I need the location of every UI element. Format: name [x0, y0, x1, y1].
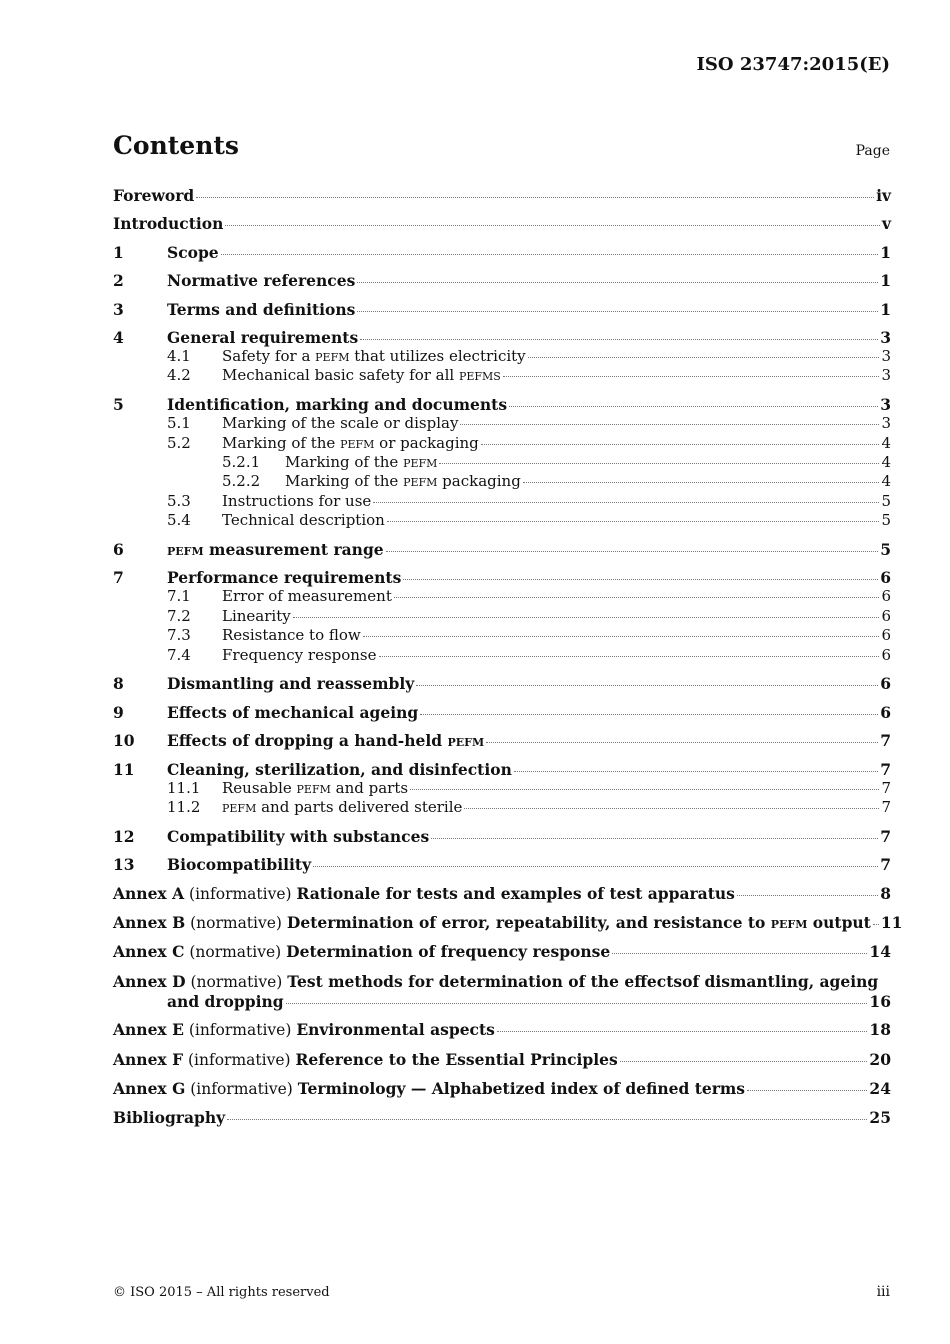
toc-entry[interactable] [113, 626, 891, 645]
toc-entry-number: 4.2 [167, 366, 191, 385]
toc-entry-title: Foreword [113, 186, 195, 205]
toc-dot-leader [363, 636, 880, 637]
toc-entry[interactable] [113, 779, 891, 798]
toc-entry[interactable] [113, 703, 891, 722]
annex-label: Annex E [113, 1020, 184, 1040]
toc-entry-title: Linearity [222, 606, 291, 625]
toc-entry-title: Cleaning, sterilization, and disinfection [167, 759, 512, 779]
toc-entry[interactable] [113, 472, 891, 491]
toc-entry-page: 3 [880, 395, 891, 415]
toc-dot-leader [612, 953, 867, 954]
annex-title: Determination of error, repeatability, and resistance to pefm output [286, 912, 871, 932]
toc-dot-leader [460, 424, 879, 425]
toc-entry-page: 18 [869, 1020, 891, 1040]
toc-entry-title: Frequency response [222, 645, 377, 664]
toc-entry[interactable] [113, 434, 891, 453]
toc-entry-page: 3 [880, 327, 891, 347]
toc-entry[interactable] [113, 568, 891, 587]
toc-dot-leader [387, 521, 880, 522]
toc-entry-page: 25 [869, 1108, 891, 1128]
toc-entry-title: Effects of dropping a hand-held pefm [167, 731, 485, 751]
annex-label: Annex G [113, 1078, 186, 1098]
toc-entry-page: 7 [880, 759, 891, 779]
toc-entry-page: 6 [880, 568, 891, 588]
toc-dot-leader [737, 895, 878, 896]
annex-type: (informative) [183, 1021, 297, 1040]
toc-entry-title: Compatibility with substances [167, 826, 430, 846]
toc-entry-page: 11 [880, 912, 903, 932]
toc-entry-title: Dismantling and reassembly [167, 674, 415, 694]
toc-entry-title: Marking of the pefm packaging [285, 472, 521, 491]
toc-entry-page: 20 [869, 1049, 891, 1069]
toc-entry-page: 5 [880, 539, 891, 559]
toc-dot-leader [486, 742, 878, 743]
toc-entry-number: 8 [113, 674, 124, 694]
toc-entry-number: 10 [113, 731, 135, 751]
annex-label: Annex D [113, 971, 186, 991]
toc-entry-number: 7 [113, 568, 124, 588]
toc-entry-page: 14 [869, 942, 891, 962]
toc-entry-page: 16 [869, 991, 891, 1011]
annex-label: Annex A [113, 883, 185, 903]
toc-dot-leader [373, 502, 879, 503]
toc-entry-title: Resistance to flow [222, 626, 361, 645]
toc-entry[interactable] [113, 798, 891, 817]
toc-entry[interactable] [113, 347, 891, 366]
toc-entry-page: 6 [880, 702, 891, 722]
toc-entry-page: v [881, 214, 891, 234]
annex-type: (normative) [184, 943, 287, 962]
toc-dot-leader [497, 1031, 868, 1032]
toc-dot-leader [420, 714, 878, 715]
toc-entry[interactable] [113, 827, 891, 846]
toc-entry[interactable] [113, 186, 891, 205]
toc-entry[interactable] [113, 243, 891, 262]
toc-entry-number: 5.1 [167, 414, 191, 433]
toc-dot-leader [221, 254, 879, 255]
toc-entry[interactable] [113, 414, 891, 433]
toc-annex-entry[interactable] [113, 972, 891, 1011]
toc-entry[interactable] [113, 395, 891, 414]
toc-dot-leader [196, 197, 874, 198]
toc-entry-number: 5.2.2 [222, 472, 261, 491]
toc-entry-number: 2 [113, 271, 124, 291]
toc-entry-title [113, 913, 871, 933]
toc-entry-title: Terms and definitions [167, 299, 356, 319]
toc-entry-page: 6 [881, 587, 891, 606]
toc-annex-entry[interactable] [113, 912, 903, 933]
toc-entry-title: Marking of the pefm or packaging [222, 433, 479, 452]
toc-entry[interactable] [113, 214, 891, 233]
toc-entry[interactable] [113, 1108, 891, 1127]
toc-entry-title: Bibliography [113, 1108, 226, 1128]
toc-entry-title: pefm measurement range [167, 539, 384, 559]
toc-dot-leader [509, 406, 878, 407]
annex-title: Environmental aspects [296, 1020, 495, 1040]
toc-entry-title: Effects of mechanical ageing [167, 702, 419, 722]
toc-entry-title [113, 942, 610, 962]
toc-entry-title [113, 1079, 745, 1099]
toc-annex-entry[interactable] [113, 884, 891, 904]
toc-entry-title: Biocompatibility [167, 855, 312, 875]
annex-type: (informative) [184, 884, 297, 903]
toc-dot-leader [514, 771, 878, 772]
toc-entry-title: Identification, marking and documents [167, 395, 508, 415]
toc-dot-leader [286, 1003, 868, 1004]
toc-entry-number: 5.2 [167, 433, 191, 452]
annex-type: (informative) [183, 1050, 296, 1069]
toc-entry[interactable] [113, 540, 891, 559]
annex-label: Annex F [113, 1049, 184, 1069]
copyright-notice: © ISO 2015 – All rights reserved [113, 1285, 330, 1300]
toc-dot-leader [416, 685, 878, 686]
toc-entry[interactable] [113, 607, 891, 626]
toc-dot-leader [313, 866, 878, 867]
annex-type: (informative) [185, 1079, 298, 1098]
toc-entry-title: Marking of the scale or display [222, 414, 459, 433]
toc-dot-leader [410, 789, 879, 790]
document-id: ISO 23747:2015(E) [696, 54, 890, 75]
toc-entry-number: 7.4 [167, 645, 191, 664]
toc-entry-page: 1 [880, 299, 891, 319]
toc-dot-leader [431, 838, 878, 839]
toc-entry-number: 11 [113, 759, 135, 779]
toc-entry-title: Safety for a pefm that utilizes electricity [222, 346, 526, 365]
toc-dot-leader [873, 924, 879, 925]
toc-entry-page: 4 [881, 452, 891, 471]
toc-entry-title: Introduction [113, 214, 224, 234]
toc-dot-leader [503, 376, 880, 377]
toc-entry-number: 11.2 [167, 797, 201, 816]
toc-entry-title [113, 884, 735, 904]
toc-dot-leader [379, 656, 880, 657]
toc-entry-title: Mechanical basic safety for all pefms [222, 366, 501, 385]
toc-entry[interactable] [113, 366, 891, 385]
toc-entry-page: 6 [881, 645, 891, 664]
toc-entry-title: General requirements [167, 327, 359, 347]
toc-entry-page: 3 [881, 414, 891, 433]
annex-type: (normative) [185, 913, 287, 932]
toc-entry[interactable] [113, 674, 891, 693]
table-of-contents [113, 186, 903, 1128]
toc-dot-leader [528, 357, 880, 358]
toc-annex-entry[interactable] [113, 1020, 891, 1040]
toc-entry-page: 1 [880, 242, 891, 262]
toc-dot-leader [225, 225, 880, 226]
toc-entry-number: 5 [113, 395, 124, 415]
toc-entry[interactable] [113, 587, 891, 606]
toc-entry[interactable] [113, 731, 891, 750]
toc-entry-title: pefm and parts delivered sterile [222, 797, 463, 816]
toc-entry-page: 7 [881, 797, 891, 816]
toc-entry-title: Performance requirements [167, 568, 402, 588]
toc-entry-number: 5.3 [167, 491, 191, 510]
toc-entry-number: 7.1 [167, 587, 191, 606]
toc-entry-title: Instructions for use [222, 491, 372, 510]
contents-heading: Contents [113, 131, 240, 160]
toc-entry-number: 7.2 [167, 606, 191, 625]
toc-dot-leader [227, 1119, 867, 1120]
annex-title: Reference to the Essential Principles [295, 1049, 618, 1069]
toc-entry-title: Normative references [167, 271, 356, 291]
toc-dot-leader [523, 482, 880, 483]
annex-label: Annex B [113, 912, 186, 932]
annex-title-cont: and dropping [167, 991, 284, 1011]
toc-dot-leader [394, 597, 880, 598]
page-number: iii [876, 1284, 890, 1300]
toc-entry-number: 7.3 [167, 626, 191, 645]
toc-entry-title [113, 1050, 618, 1070]
toc-entry-page: 4 [881, 472, 891, 491]
toc-entry[interactable] [113, 511, 891, 530]
toc-entry-page: 7 [880, 855, 891, 875]
toc-entry[interactable] [113, 328, 891, 347]
toc-dot-leader [620, 1061, 868, 1062]
toc-entry[interactable] [113, 646, 891, 665]
toc-entry-number: 6 [113, 539, 124, 559]
toc-dot-leader [747, 1090, 867, 1091]
annex-title: Rationale for tests and examples of test apparatus [296, 883, 735, 903]
toc-entry-page: 3 [881, 366, 891, 385]
toc-entry-page: 3 [881, 346, 891, 365]
toc-entry-number: 13 [113, 855, 135, 875]
toc-entry-number: 9 [113, 702, 124, 722]
toc-entry-page: 6 [881, 626, 891, 645]
toc-entry[interactable] [113, 300, 891, 319]
toc-dot-leader [481, 444, 880, 445]
toc-dot-leader [293, 617, 880, 618]
toc-dot-leader [357, 282, 878, 283]
toc-dot-leader [386, 551, 879, 552]
toc-dot-leader [403, 579, 878, 580]
toc-entry-number: 1 [113, 242, 124, 262]
toc-entry-page: 4 [881, 433, 891, 452]
annex-title: Terminology — Alphabetized index of defined terms [297, 1078, 746, 1098]
toc-entry-title [113, 1020, 495, 1040]
toc-annex-title-continuation [113, 992, 891, 1011]
toc-entry-page: 6 [881, 606, 891, 625]
toc-annex-entry[interactable] [113, 942, 891, 962]
toc-entry-number: 11.1 [167, 778, 201, 797]
toc-entry[interactable] [113, 453, 891, 472]
toc-entry-title: Reusable pefm and parts [222, 778, 409, 797]
toc-entry-page: 8 [880, 883, 891, 903]
toc-entry-number: 3 [113, 299, 124, 319]
toc-entry-number: 4 [113, 327, 124, 347]
toc-dot-leader [360, 339, 878, 340]
toc-entry-number: 5.2.1 [222, 452, 261, 471]
toc-entry-title: Marking of the pefm [285, 452, 438, 471]
annex-title: Test methods for determination of the effectsof dismantling, ageing [287, 971, 879, 991]
toc-entry-title: Error of measurement [222, 587, 392, 606]
toc-entry-page: 1 [880, 271, 891, 291]
toc-entry-page: 24 [869, 1078, 891, 1098]
toc-dot-leader [357, 311, 878, 312]
toc-entry-page: 7 [881, 778, 891, 797]
annex-label: Annex C [113, 942, 185, 962]
annex-type: (normative) [185, 972, 288, 991]
toc-dot-leader [439, 463, 879, 464]
toc-entry-page: 7 [880, 731, 891, 751]
toc-entry[interactable] [113, 855, 891, 874]
toc-entry-number: 4.1 [167, 346, 191, 365]
toc-entry-page: 7 [880, 826, 891, 846]
toc-entry-number: 5.4 [167, 511, 191, 530]
toc-annex-title-line [113, 972, 891, 992]
toc-entry-page: 5 [881, 511, 891, 530]
toc-entry[interactable] [113, 492, 891, 511]
toc-entry-page: 5 [881, 491, 891, 510]
toc-dot-leader [464, 808, 879, 809]
toc-entry-title: Scope [167, 242, 219, 262]
toc-entry[interactable] [113, 760, 891, 779]
toc-entry-number: 12 [113, 826, 135, 846]
toc-entry-page: 6 [880, 674, 891, 694]
annex-title: Determination of frequency response [286, 942, 611, 962]
toc-entry[interactable] [113, 271, 891, 290]
toc-entry-page: iv [876, 186, 891, 205]
toc-annex-entry[interactable] [113, 1079, 891, 1099]
toc-annex-entry[interactable] [113, 1050, 891, 1070]
page-column-label: Page [855, 143, 890, 159]
toc-entry-title: Technical description [222, 511, 385, 530]
